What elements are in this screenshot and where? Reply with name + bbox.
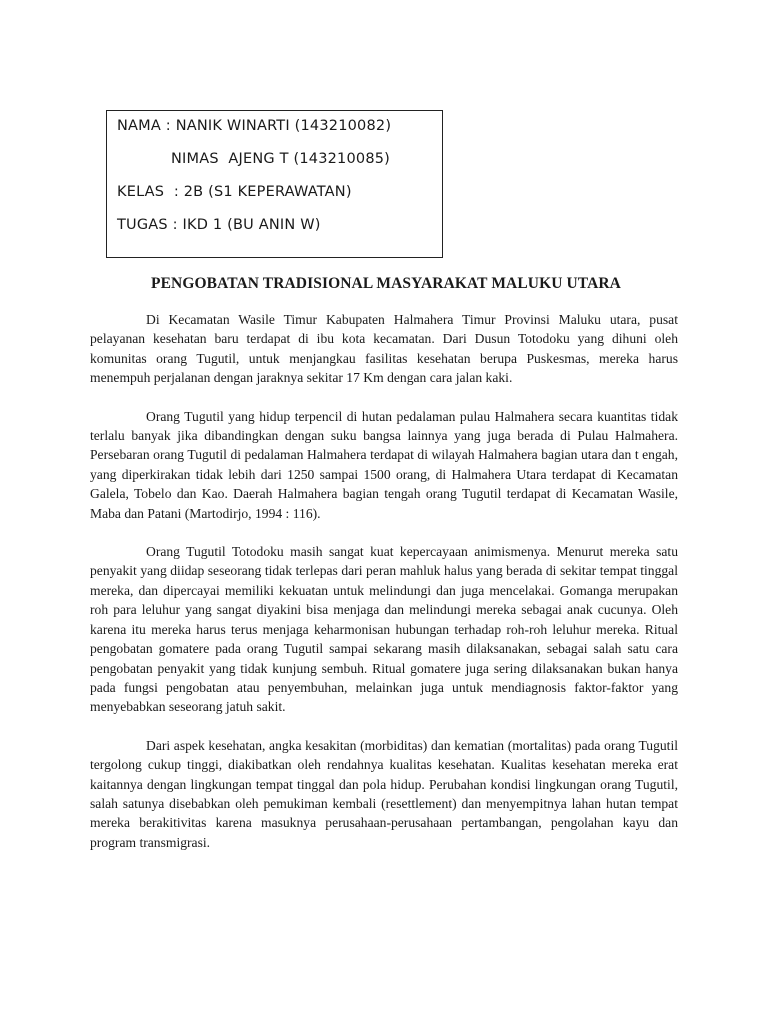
paragraph: Dari aspek kesehatan, angka kesakitan (morbiditas) dan kematian (mortalitas) pada orang Tugutil tergolong cukup tinggi, diakibatkan oleh rendahnya kualitas kesehatan. Kualitas kesehatan mereka erat kaitannya dengan lingkungan tempat tinggal dan pola hidup. Perubahan kondisi lingkungan orang Tugutil, salah satunya disebabkan oleh pemukiman kembali (resettlement) dan menyempitnya lahan hutan tempat mereka berakitivitas karena masuknya perusahaan-perusahaan pertambangan, pengolahan kayu dan program transmigrasi. xyxy=(90,737,678,850)
paragraph: Orang Tugutil Totodoku masih sangat kuat kepercayaan animismenya. Menurut mereka satu penyakit yang diidap seseorang tidak terlepas dari peran mahluk halus yang berada di sekitar tempat tinggal mereka, dan dipercayai memiliki kekuatan untuk melindungi dan juga mencelakai. Gomanga merupakan roh para leluhur yang sangat diyakini bisa menjaga dan melindungi mereka sebagai anak cucunya. Oleh karena itu mereka harus terus menjaga keharmonisan hubungan terhadap roh-roh leluhur mereka. Ritual pengobatan gomatere pada orang Tugutil sampai sekarang masih dilaksanakan, sebagai salah satu cara pengobatan penyakit yang tidak kunjung sembuh. Ritual gomatere juga sering dilaksanakan bukan hanya pada fungsi pengobatan atau penyembuhan, melainkan juga untuk mendiagnosis faktor-faktor yang menyebabkan seseorang jatuh sakit. xyxy=(90,544,678,715)
student-name-line-2: NIMAS AJENG T (143210085) xyxy=(171,151,391,167)
paragraph: Di Kecamatan Wasile Timur Kabupaten Halmahera Timur Provinsi Maluku utara, pusat pelayanan kesehatan baru terdapat di ibu kota kecamatan. Dari Dusun Totodoku yang dihuni oleh komunitas orang Tugutil, untuk menjangkau fasilitas kesehatan berupa Puskesmas, mereka harus menempuh perjalanan dengan jaraknya sekitar 17 Km dengan cara jalan kaki. xyxy=(90,312,678,386)
document-title: PENGOBATAN TRADISIONAL MASYARAKAT MALUKU UTARA xyxy=(151,275,621,292)
paragraph: Orang Tugutil yang hidup terpencil di hutan pedalaman pulau Halmahera secara kuantitas tidak terlalu banyak jika dibandingkan dengan suku bangsa lainnya yang juga berada di Pulau Halmahera. Persebaran orang Tugutil di pedalaman Halmahera terdapat di wilayah Halmahera bagian utara dan t engah, yang diperkirakan tidak lebih dari 1250 sampai 1500 orang, di Halmahera Utara terdapat di Kecamatan Galela, Tobelo dan Kao. Daerah Halmahera bagian tengah orang Tugutil terdapat di Kecamatan Wasile, Maba dan Patani (Martodirjo, 1994 : 116). xyxy=(90,408,678,521)
student-name-line: NAMA : NANIK WINARTI (143210082) xyxy=(117,118,392,134)
student-identity-box xyxy=(106,110,443,258)
assignment-line: TUGAS : IKD 1 (BU ANIN W) xyxy=(117,217,321,233)
document-body xyxy=(90,310,678,871)
class-line: KELAS : 2B (S1 KEPERAWATAN) xyxy=(117,184,352,200)
